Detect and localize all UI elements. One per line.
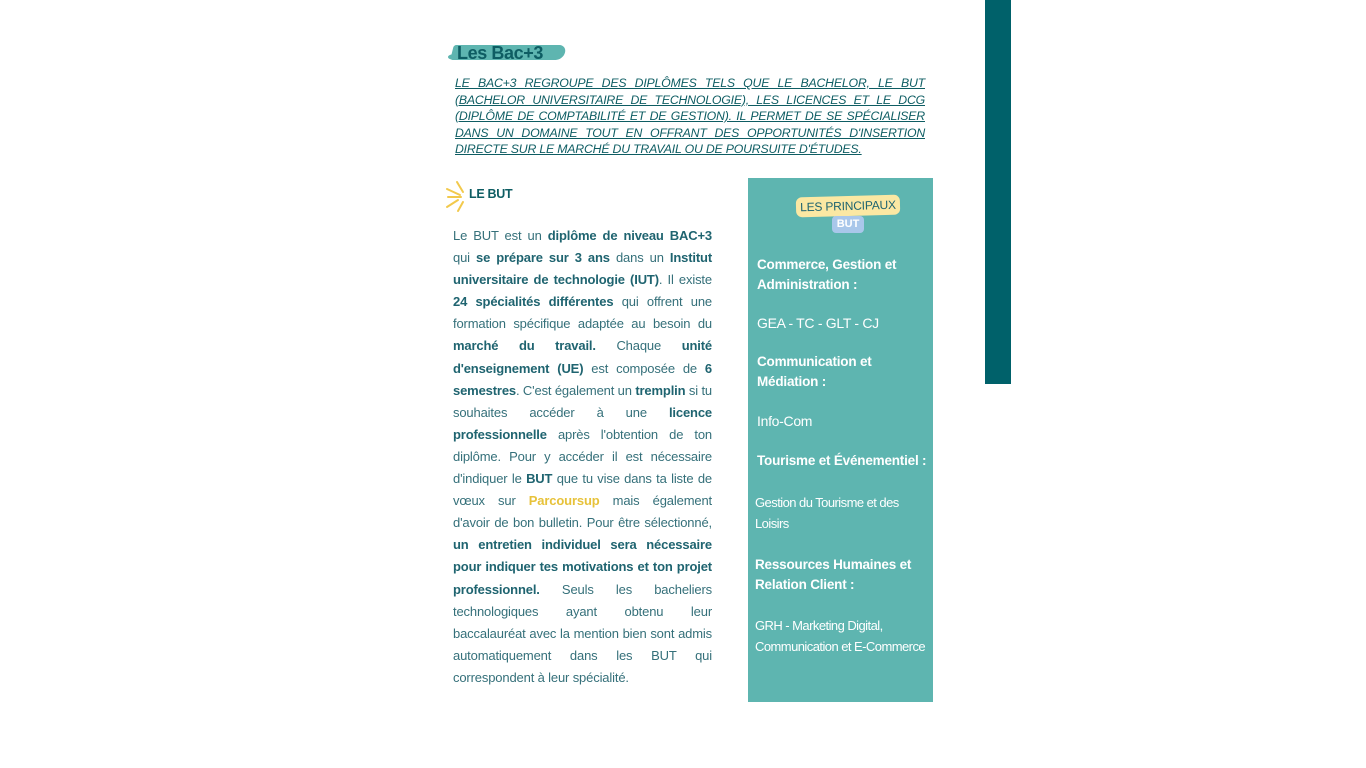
group-heading-communication: Communication et Médiation : xyxy=(757,354,872,389)
bold-run: tremplin xyxy=(635,382,686,398)
group-heading-commerce: Commerce, Gestion et Administration : xyxy=(757,257,897,292)
group-heading-ressources: Ressources Humaines et Relation Client : xyxy=(755,557,912,592)
bold-run: un entretien individuel sera nécessaire pour indiquer tes motivations et ton projet professionnel. xyxy=(453,537,712,597)
page-title-text: Les Bac+3 xyxy=(457,43,543,63)
parcoursup-link[interactable]: Parcoursup xyxy=(528,493,600,509)
bold-run: Institut universitaire de technologie (IUT) xyxy=(453,250,712,288)
text-run: si tu souhaites accéder à une xyxy=(453,382,712,420)
intro-paragraph: LE BAC+3 REGROUPE DES DIPLÔMES TELS QUE LE BACHELOR, LE BUT (BACHELOR UNIVERSITAIRE DE TECHNOLOGIE), LES LICENCES ET LE DCG (DIPLÔME DE COMPTABILITÉ ET DE GESTION). IL PERMET DE SE SPÉCIALISER DANS UN DOMAINE TOUT EN OFFRANT DES OPPORTUNITÉS D'INSERTION DIRECTE SUR LE MARCHÉ DU TRAVAIL OU DE POURSUITE D'ÉTUDES. xyxy=(455,76,925,157)
text-run: qui offrent une formation spécifique adaptée au besoin du xyxy=(453,294,713,332)
panel-label-top: LES PRINCIPAUX xyxy=(796,195,900,218)
group-items-commerce: GEA - TC - GLT - CJ xyxy=(757,315,879,331)
bold-run: licence professionnelle xyxy=(453,404,712,442)
panel-label-bottom: BUT xyxy=(832,216,864,233)
text-run: mais également d'avoir de bon bulletin. Pour être sélectionné, xyxy=(453,493,712,531)
text-run: Le BUT est un xyxy=(453,228,548,243)
bold-run: diplôme de niveau BAC+3 xyxy=(547,228,713,243)
section-heading: LE BUT xyxy=(469,187,513,201)
text-run: Seuls les bacheliers technologiques ayant obtenu leur baccalauréat avec la mention bien sont admis automatiquement dans les BUT qui correspondent à leur spécialité. xyxy=(453,581,712,685)
text-run: dans un xyxy=(609,250,670,266)
text-run: . Il existe xyxy=(658,272,712,288)
bold-run: marché du travail. xyxy=(453,338,596,354)
text-run: . C'est également un xyxy=(515,382,636,398)
text-run: que tu vise dans ta liste de vœux sur xyxy=(453,471,712,509)
group-items-tourisme: Gestion du Tourisme et des Loisirs xyxy=(755,495,899,531)
but-description-paragraph xyxy=(453,225,712,689)
text-run: Chaque xyxy=(595,338,682,354)
page-title xyxy=(448,42,570,64)
group-items-ressources: GRH - Marketing Digital, Communication et E-Commerce xyxy=(755,618,926,654)
bold-run: se prépare sur 3 ans xyxy=(475,250,610,266)
bold-run: unité d'enseignement (UE) xyxy=(453,338,712,376)
sparkle-burst-icon xyxy=(444,180,468,214)
principal-but-panel xyxy=(748,178,933,702)
bold-run: BUT xyxy=(526,471,553,487)
text-run: est composée de xyxy=(583,360,705,376)
text-run: qui xyxy=(453,250,476,266)
text-run: après l'obtention de ton diplôme. Pour y accéder il est nécessaire d'indiquer le xyxy=(453,426,712,487)
group-heading-tourisme: Tourisme et Événementiel : xyxy=(757,453,927,468)
group-items-communication: Info-Com xyxy=(757,413,813,429)
decorative-side-bar xyxy=(985,0,1011,384)
bold-run: 24 spécialités différentes xyxy=(453,294,614,310)
bold-run: 6 semestres xyxy=(453,360,712,398)
